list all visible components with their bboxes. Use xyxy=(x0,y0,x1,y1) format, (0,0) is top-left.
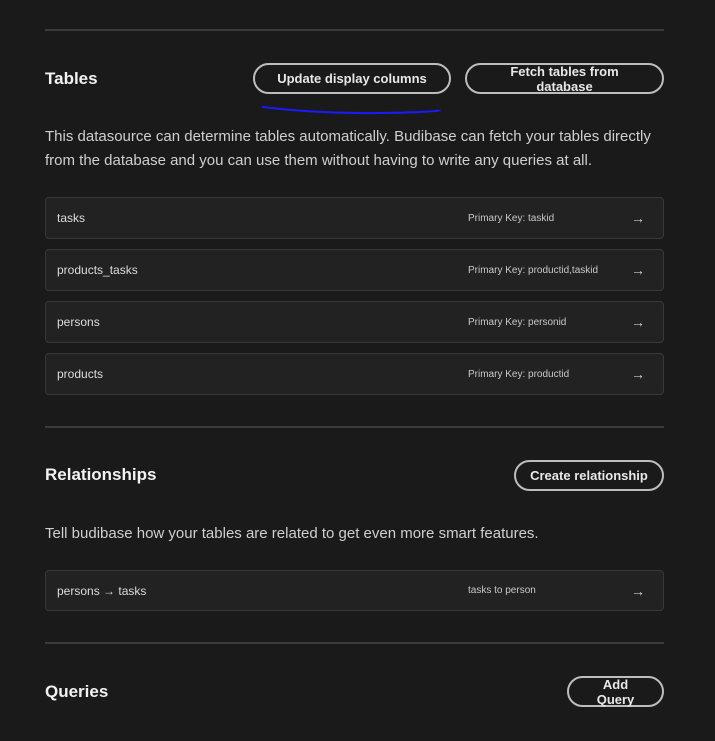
table-name: persons xyxy=(57,315,100,329)
primary-key-label: Primary Key: productid xyxy=(468,368,570,380)
arrow-right-icon: → xyxy=(631,314,645,330)
table-row-tasks[interactable] xyxy=(45,197,664,239)
table-name: tasks xyxy=(57,211,86,225)
relationship-row[interactable] xyxy=(45,570,664,611)
update-display-columns-button[interactable]: Update display columns xyxy=(253,63,451,94)
relationship-name: persons → tasks xyxy=(57,583,147,598)
primary-key-label: Primary Key: productid,taskid xyxy=(468,264,599,276)
queries-title: Queries xyxy=(45,682,109,701)
table-row-persons[interactable] xyxy=(45,301,664,343)
relationships-description: Tell budibase how your tables are related to get even more smart features. xyxy=(45,525,539,542)
table-row-products-tasks[interactable] xyxy=(45,249,664,291)
table-name: products_tasks xyxy=(57,263,138,277)
arrow-right-icon: → xyxy=(631,210,645,226)
fetch-tables-button[interactable]: Fetch tables from database xyxy=(465,63,664,94)
relationship-label: tasks to person xyxy=(468,585,536,596)
arrow-right-icon: → xyxy=(631,582,645,599)
relationships-title: Relationships xyxy=(45,465,157,484)
arrow-right-icon: → xyxy=(631,366,645,382)
primary-key-label: Primary Key: personid xyxy=(468,316,567,328)
top-divider xyxy=(45,29,664,31)
relationships-divider xyxy=(45,642,664,644)
add-query-button[interactable]: Add Query xyxy=(567,676,664,707)
tables-title: Tables xyxy=(45,69,98,88)
tables-description: This datasource can determine tables automatically. Budibase can fetch your tables directly from the database and you can use them without having to write any queries at all. xyxy=(45,128,651,169)
tables-divider xyxy=(45,426,664,428)
table-name: products xyxy=(57,367,104,381)
arrow-right-icon: → xyxy=(631,262,645,278)
table-row-products[interactable] xyxy=(45,353,664,395)
create-relationship-button[interactable]: Create relationship xyxy=(514,460,664,491)
primary-key-label: Primary Key: taskid xyxy=(468,212,555,224)
annotation-underline xyxy=(260,100,450,120)
